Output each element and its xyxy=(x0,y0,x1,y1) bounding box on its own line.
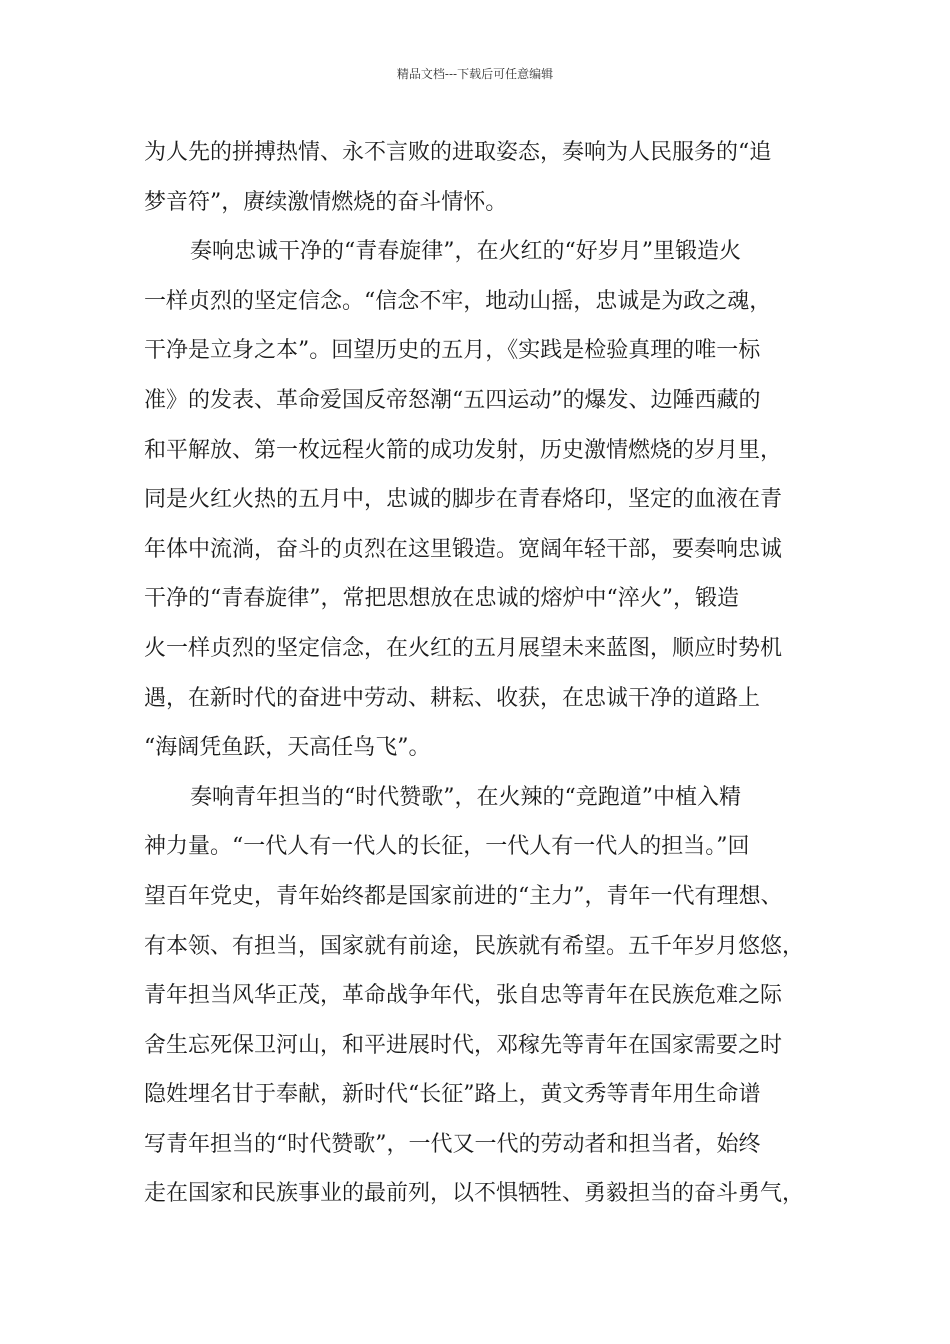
text-line: 一样贞烈的坚定信念。“信念不牢，地动山摇，忠诚是为政之魂， xyxy=(144,288,772,314)
text-line: 同是火红火热的五月中，忠诚的脚步在青春烙印，坚定的血液在青 xyxy=(144,487,783,513)
text-line: 有本领、有担当，国家就有前途，民族就有希望。五千年岁月悠悠， xyxy=(144,933,805,959)
text-line: 望百年党史，青年始终都是国家前进的“主力”，青年一代有理想、 xyxy=(144,883,783,909)
text-line: 青年担当风华正茂，革命战争年代，张自忠等青年在民族危难之际 xyxy=(144,983,783,1009)
text-line: 干净是立身之本”。回望历史的五月，《实践是检验真理的唯一标 xyxy=(144,338,761,364)
text-line: 准》的发表、革命爱国反帝怒潮“五四运动”的爆发、边陲西藏的 xyxy=(144,387,761,413)
text-line: 和平解放、第一枚远程火箭的成功发射，历史激情燃烧的岁月里， xyxy=(144,437,783,463)
text-line: 写青年担当的“时代赞歌”，一代又一代的劳动者和担当者，始终 xyxy=(144,1131,761,1157)
text-line: “海阔凭鱼跃，天高任鸟飞”。 xyxy=(144,735,431,761)
text-line: 年体中流淌，奋斗的贞烈在这里锻造。宽阔年轻干部，要奏响忠诚 xyxy=(144,536,783,562)
text-line: 为人先的拼搏热情、永不言败的进取姿态，奏响为人民服务的“追 xyxy=(144,140,772,165)
text-line: 火一样贞烈的坚定信念，在火红的五月展望未来蓝图，顺应时势机 xyxy=(144,635,783,661)
text-line: 舍生忘死保卫河山，和平进展时代，邓稼先等青年在国家需要之时 xyxy=(144,1032,783,1058)
text-line: 奏响青年担当的“时代赞歌”，在火辣的“竞跑道”中植入精 xyxy=(190,784,741,810)
page-header: 精品文档---下载后可任意编辑 xyxy=(396,67,554,81)
text-line: 隐姓埋名甘于奉献，新时代“长征”路上，黄文秀等青年用生命谱 xyxy=(144,1082,761,1108)
text-line: 遇，在新时代的奋进中劳动、耕耘、收获，在忠诚干净的道路上 xyxy=(144,685,761,711)
text-line: 神力量。“一代人有一代人的长征，一代人有一代人的担当。”回 xyxy=(144,834,750,860)
text-line: 走在国家和民族事业的最前列，以不惧牺牲、勇毅担当的奋斗勇气， xyxy=(144,1181,805,1207)
text-line: 奏响忠诚干净的“青春旋律”，在火红的“好岁月”里锻造火 xyxy=(190,239,741,265)
text-line: 梦音符”，赓续激情燃烧的奋斗情怀。 xyxy=(144,189,508,215)
text-line: 干净的“青春旋律”，常把思想放在忠诚的熔炉中“淬火”，锻造 xyxy=(144,586,739,612)
body-text xyxy=(144,128,834,1219)
